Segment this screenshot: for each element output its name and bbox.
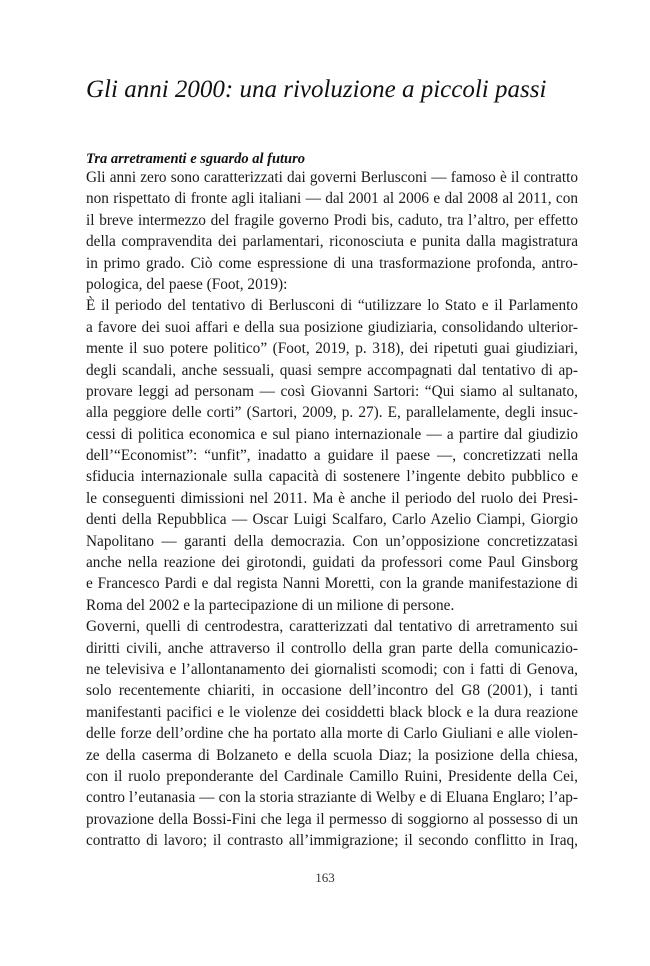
body-line: e Francesco Pardi e dal regista Nanni Moretti, con la grande manifestazione di [86, 575, 578, 593]
body-line: ze della caserma di Bolzaneto e della scuola Diaz; la posizione della chiesa, [86, 746, 578, 764]
body-line: diritti civili, anche attraverso il controllo della gran parte della comunicazio- [86, 639, 578, 657]
body-line: dell’“Economist”: “unfit”, inadatto a guidare il paese —, concretizzati nella [86, 447, 578, 465]
body-line: le conseguenti dimissioni nel 2011. Ma è anche il periodo del ruolo dei Presi- [86, 489, 578, 507]
body-line: solo recentemente chiariti, in occasione dell’incontro del G8 (2001), i tanti [86, 682, 578, 700]
body-line: pologica, del paese (Foot, 2019): [86, 275, 288, 293]
body-line: Napolitano — garanti della democrazia. Con un’opposizione concretizzatasi [86, 532, 578, 550]
chapter-title: Gli anni 2000: una rivoluzione a piccoli passi [86, 76, 547, 103]
body-line: provare leggi ad personam — così Giovanni Sartori: “Qui siamo al sultanato, [86, 382, 578, 400]
page-number: 163 [315, 870, 335, 885]
body-line: provazione della Bossi-Fini che lega il permesso di soggiorno al possesso di un [86, 810, 578, 828]
body-line: delle forze dell’ordine che ha portato alla morte di Carlo Giuliani e alle violen- [86, 725, 578, 743]
body-line: alla peggiore delle corti” (Sartori, 2009, p. 27). E, parallelamente, degli insuc- [86, 404, 578, 422]
section-heading: Tra arretramenti e sguardo al futuro [86, 151, 306, 167]
body-line: manifestanti pacifici e le violenze dei cosiddetti black block e la dura reazione [86, 703, 578, 721]
body-text [86, 167, 578, 852]
body-line: mente il suo potere politico” (Foot, 2019, p. 318), dei ripetuti guai giudiziari, [86, 340, 578, 358]
body-line: contratto di lavoro; il contrasto all’immigrazione; il secondo conflitto in Iraq, [86, 832, 578, 850]
body-line: Roma del 2002 e la partecipazione di un milione di persone. [86, 596, 455, 614]
body-line: sfiducia internazionale sulla capacità di sostenere l’ingente debito pubblico e [86, 468, 578, 486]
body-line: non rispettato di fronte agli italiani — dal 2001 al 2006 e dal 2008 al 2011, con [86, 190, 578, 208]
body-line: con il ruolo preponderante del Cardinale Camillo Ruini, Presidente della Cei, [86, 767, 578, 785]
body-line: della compravendita dei parlamentari, riconosciuta e punita dalla magistratura [86, 233, 578, 251]
body-line: in primo grado. Ciò come espressione di una trasformazione profonda, antro- [86, 254, 578, 272]
body-line: contro l’eutanasia — con la storia straziante di Welby e di Eluana Englaro; l’ap- [86, 789, 578, 807]
body-line: cessi di politica economica e sul piano internazionale — a partire dal giudizio [86, 425, 578, 443]
body-line: Gli anni zero sono caratterizzati dai governi Berlusconi — famoso è il contratto [86, 169, 578, 186]
body-line: ne televisiva e l’allontanamento dei giornalisti scomodi; con i fatti di Genova, [86, 660, 578, 678]
body-line: anche nella reazione dei girotondi, guidati da professori come Paul Ginsborg [86, 554, 578, 572]
body-line: È il periodo del tentativo di Berlusconi di “utilizzare lo Stato e il Parlamento [86, 297, 578, 315]
body-line: degli scandali, anche sessuali, quasi sempre accompagnati dal tentativo di ap- [86, 361, 578, 379]
body-line: denti della Repubblica — Oscar Luigi Scalfaro, Carlo Azelio Ciampi, Giorgio [86, 511, 578, 529]
body-line: a favore dei suoi affari e della sua posizione giudiziaria, consolidando ulterior- [86, 318, 578, 336]
body-line: Governi, quelli di centrodestra, caratterizzati dal tentativo di arretramento sui [86, 618, 578, 636]
body-line: il breve intermezzo del fragile governo Prodi bis, caduto, tra l’altro, per effetto [86, 211, 578, 229]
